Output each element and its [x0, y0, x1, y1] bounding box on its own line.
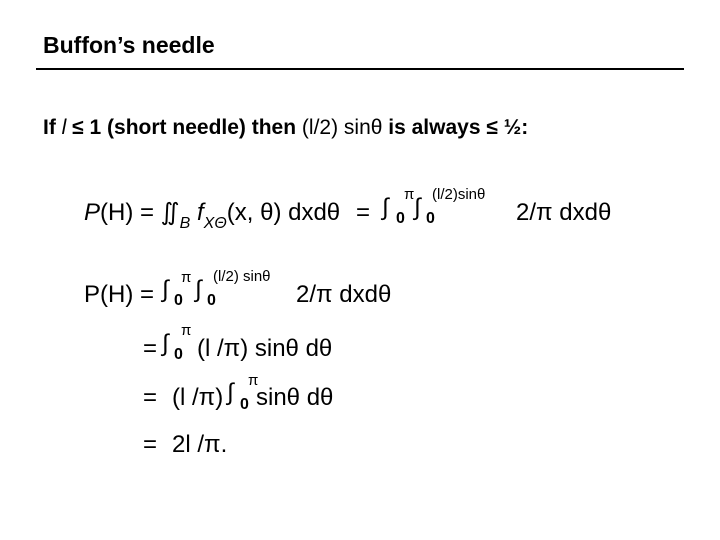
eq1-integral-1: ∫ [382, 194, 389, 221]
eq2-upper-2: (l/2) sinθ [213, 268, 271, 285]
step1-body: (l /π) sinθ dθ [197, 335, 333, 362]
step1-lower: 0 [174, 346, 183, 363]
eq2-integrand: 2/π dxdθ [296, 281, 392, 308]
intro-expr: (l/2) sinθ [301, 116, 383, 139]
eq1-lower-2: 0 [426, 210, 435, 227]
intro-le1: ≤ 1 (short needle) then [66, 116, 302, 139]
eq1-upper-2: (l/2)sinθ [432, 186, 486, 203]
eq1-lower-1: 0 [396, 210, 405, 227]
intro-l: l [61, 116, 67, 139]
step2-body: sinθ dθ [256, 384, 334, 411]
eq1-args: (x, θ) dxdθ [226, 199, 341, 226]
eq1-sub-B: B [179, 215, 191, 232]
equation-2-lhs: P(H) = [84, 281, 155, 308]
step2-upper: π [248, 372, 259, 389]
equation-1-lhs [84, 199, 341, 232]
eq2-integral-2: ∫ [195, 276, 202, 303]
eq1-integrand: 2/π dxdθ [516, 199, 612, 226]
eq1-equals: = [356, 199, 371, 226]
step2-lower: 0 [240, 396, 249, 413]
step3-equals: = [143, 431, 158, 458]
step3-result: 2l /π. [172, 431, 228, 458]
eq1-upper-1: π [404, 186, 415, 203]
eq2-lower-2: 0 [207, 292, 216, 309]
step1-equals: = [143, 335, 158, 362]
step2-integral: ∫ [227, 379, 234, 406]
step2-equals: = [143, 384, 158, 411]
step1-integral: ∫ [162, 330, 169, 357]
eq1-H: (H) = ∬ [100, 199, 180, 226]
title-underline [36, 68, 684, 70]
eq1-integral-2: ∫ [414, 194, 421, 221]
step2-factor: (l /π) [172, 384, 224, 411]
intro-rest: is always ≤ ½: [382, 116, 529, 139]
slide-title: Buffon’s needle [43, 32, 215, 58]
step1-upper: π [181, 322, 192, 339]
eq1-f: f [190, 199, 204, 226]
eq2-upper-1: π [181, 269, 192, 286]
intro-if: If [43, 116, 62, 139]
eq2-integral-1: ∫ [162, 276, 169, 303]
intro-line [43, 117, 528, 138]
eq1-P: P [84, 199, 101, 226]
eq2-lower-1: 0 [174, 292, 183, 309]
eq1-sub-X: XΘ [203, 215, 227, 232]
